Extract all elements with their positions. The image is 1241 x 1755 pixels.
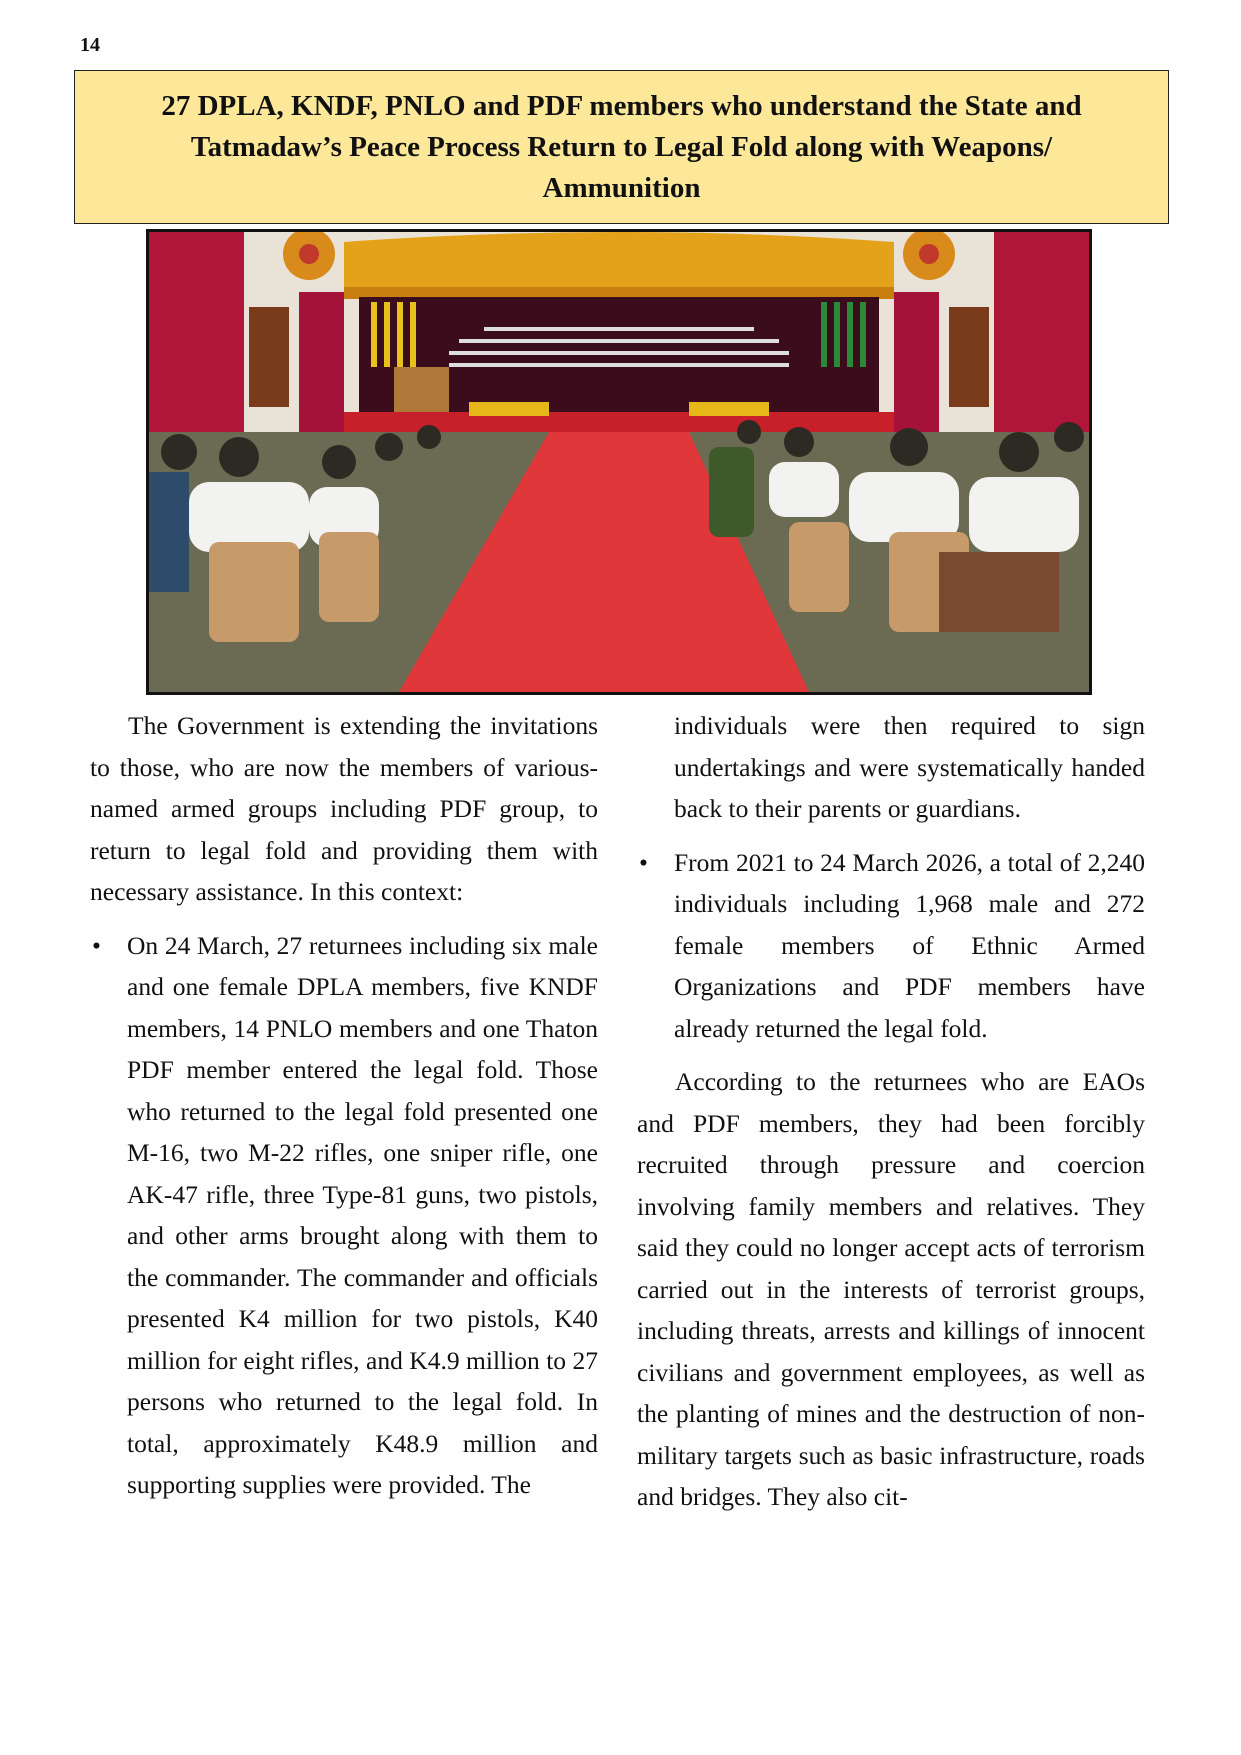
returnees-statement-paragraph: According to the returnees who are EAOs and PDF members, they had been forcibly recruited through pressure and coercion involving family members and relatives. They said they could no longer accept acts of terrorism carried out in the interests of terrorist groups, including threats, arrests and killings of innocent civilians and government employees, as well as the planting of mines and the destruction of non-military targets such as basic infrastructure, roads and bridges. They also cit- xyxy=(637,1067,1145,1511)
right-column xyxy=(637,705,1145,1530)
intro-paragraph: The Government is extending the invitations to those, who are now the members of various-named armed groups including PDF group, to return to legal fold and providing them with necessary assistance. In this context: xyxy=(90,711,598,906)
headline-box xyxy=(74,70,1169,224)
bullet-item-total-returnees xyxy=(637,842,1145,1050)
headline-line-2: Tatmadaw’s Peace Process Return to Legal Fold along with Weapons/ xyxy=(190,130,1053,163)
bullet-icon: • xyxy=(639,847,648,877)
headline-line-1: 27 DPLA, KNDF, PNLO and PDF members who understand the State and xyxy=(161,89,1082,122)
bullet-item-returnees-24-march xyxy=(90,925,598,1506)
ceremony-hall-illustration xyxy=(149,232,1089,692)
ceremony-photo xyxy=(146,229,1092,695)
left-column xyxy=(90,705,598,1518)
bullet-continuation-text: individuals were then required to sign undertakings and were systematically handed back to their parents or guardians. xyxy=(674,711,1145,823)
bullet-text: From 2021 to 24 March 2026, a total of 2,240 individuals including 1,968 male and 272 female members of Ethnic Armed Organizations and PDF members have already returned the legal fold. xyxy=(674,847,1145,1043)
headline-line-3: Ammunition xyxy=(542,171,701,204)
page-number: 14 xyxy=(80,34,100,56)
bullet-text: On 24 March, 27 returnees including six male and one female DPLA members, five KNDF members, 14 PNLO members and one Thaton PDF member entered the legal fold. Those who returned to the legal fold presented one M-16, two M-22 rifles, one sniper rifle, one AK-47 rifle, three Type-81 guns, two pistols, and other arms brought along with them to the commander. The commander and officials presented K4 million for two pistols, K40 million for eight rifles, and K4.9 million to 27 persons who returned to the legal fold. In total, approximately K48.9 million and supporting supplies were provided. The xyxy=(127,930,598,1499)
bullet-icon: • xyxy=(92,930,101,960)
article-headline xyxy=(121,86,1121,209)
